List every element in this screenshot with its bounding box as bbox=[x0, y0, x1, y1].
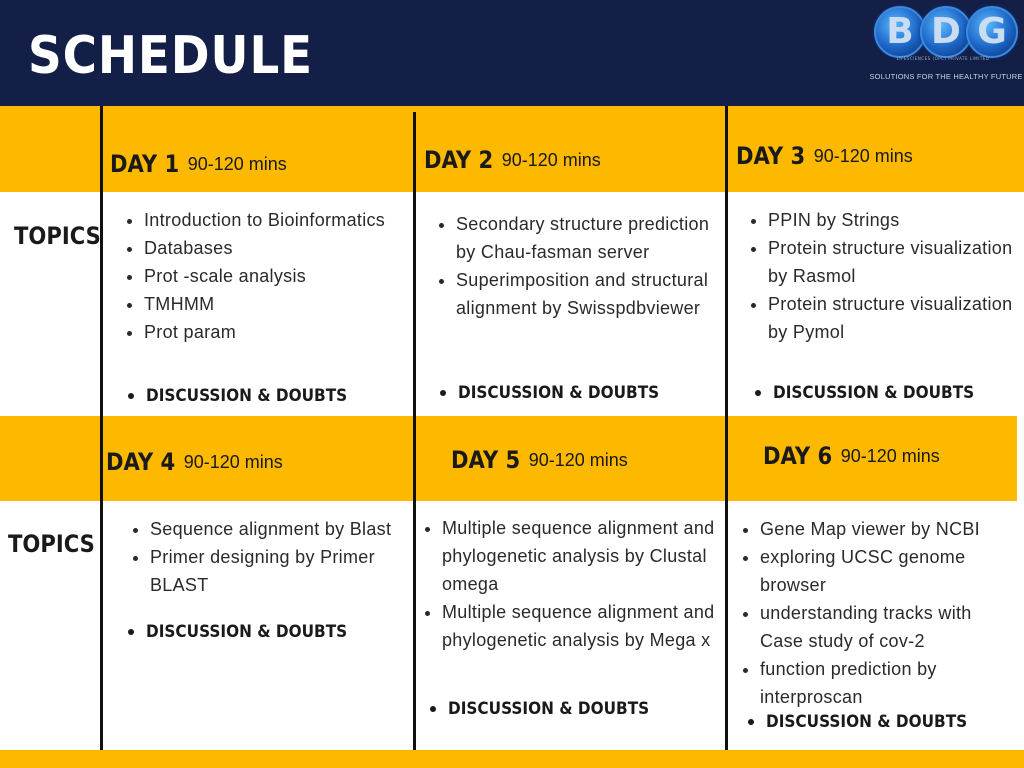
logo-letter-g: G bbox=[966, 6, 1018, 58]
day-2-topic: • Secondary structure prediction by Chau-fasman server bbox=[456, 210, 720, 266]
day-6-topic-list bbox=[760, 515, 1018, 711]
day-5-topic-list bbox=[442, 514, 720, 654]
bdg-logo bbox=[868, 2, 1024, 102]
day-4-topic: • Sequence alignment by Blast bbox=[150, 515, 408, 543]
discussion-label: DISCUSSION & DOUBTS bbox=[773, 383, 975, 403]
day-6-topic: • function prediction by interproscan bbox=[760, 655, 1018, 711]
day-6-label: DAY 6 bbox=[763, 442, 833, 470]
footer-band bbox=[0, 750, 1024, 768]
column-divider-3 bbox=[725, 106, 728, 750]
day-1-discussion bbox=[128, 386, 370, 406]
day-6-header bbox=[763, 442, 940, 470]
column-divider-2 bbox=[413, 112, 416, 750]
day-2-label: DAY 2 bbox=[424, 146, 494, 174]
day-1-label: DAY 1 bbox=[110, 150, 180, 178]
bullet-icon bbox=[128, 629, 134, 635]
day-2-topic: • Superimposition and structural alignment by Swisspdbviewer bbox=[456, 266, 720, 322]
day-1-topic-list bbox=[144, 206, 406, 346]
page-title: SCHEDULE bbox=[28, 26, 314, 86]
discussion-label: DISCUSSION & DOUBTS bbox=[458, 383, 660, 403]
day-3-label: DAY 3 bbox=[736, 142, 806, 170]
day-5-discussion bbox=[430, 699, 672, 719]
day-6-topic: • Gene Map viewer by NCBI bbox=[760, 515, 1018, 543]
logo-letter-b: B bbox=[874, 6, 926, 58]
day-6-discussion bbox=[748, 712, 990, 732]
bullet-icon bbox=[430, 706, 436, 712]
topics-label-row-1: TOPICS bbox=[14, 222, 101, 250]
day-5-label: DAY 5 bbox=[451, 446, 521, 474]
day-3-topic: • PPIN by Strings bbox=[768, 206, 1018, 234]
day-5-topic: • Multiple sequence alignment and phylogenetic analysis by Clustal omega bbox=[442, 514, 720, 598]
day-3-topic: • Protein structure visualization by Rasmol bbox=[768, 234, 1018, 290]
discussion-label: DISCUSSION & DOUBTS bbox=[448, 699, 650, 719]
topics-label-row-2: TOPICS bbox=[8, 530, 95, 558]
logo-subtitle: LIFESCIENCES (OPC) PRIVATE LIMITED bbox=[896, 56, 990, 61]
bullet-icon bbox=[755, 390, 761, 396]
day-4-discussion bbox=[128, 622, 370, 642]
bullet-icon bbox=[440, 390, 446, 396]
day-3-topic: • Protein structure visualization by Pymol bbox=[768, 290, 1018, 346]
day-4-header bbox=[106, 448, 283, 476]
logo-tagline: SOLUTIONS FOR THE HEALTHY FUTURE bbox=[869, 72, 1023, 81]
day-1-topic: • Prot -scale analysis bbox=[144, 262, 406, 290]
day-2-topic-list bbox=[456, 210, 720, 322]
day-4-duration: 90-120 mins bbox=[183, 451, 283, 472]
day-3-duration: 90-120 mins bbox=[813, 145, 913, 166]
day-2-header bbox=[424, 146, 601, 174]
day-1-topic: • Databases bbox=[144, 234, 406, 262]
bullet-icon bbox=[128, 393, 134, 399]
logo-letter-d: D bbox=[920, 6, 972, 58]
day-4-topic: • Primer designing by Primer BLAST bbox=[150, 543, 408, 599]
day-6-duration: 90-120 mins bbox=[840, 445, 940, 466]
day-5-topic: • Multiple sequence alignment and phylogenetic analysis by Mega x bbox=[442, 598, 720, 654]
discussion-label: DISCUSSION & DOUBTS bbox=[766, 712, 968, 732]
day-1-topic: • TMHMM bbox=[144, 290, 406, 318]
day-1-duration: 90-120 mins bbox=[187, 153, 287, 174]
day-2-discussion bbox=[440, 383, 682, 403]
day-5-header bbox=[451, 446, 628, 474]
day-6-topic: • understanding tracks with Case study of cov-2 bbox=[760, 599, 1018, 655]
bullet-icon bbox=[748, 719, 754, 725]
discussion-label: DISCUSSION & DOUBTS bbox=[146, 622, 348, 642]
day-4-topic-list bbox=[150, 515, 408, 599]
day-3-topic-list bbox=[768, 206, 1018, 346]
day-3-discussion bbox=[755, 383, 997, 403]
day-1-header bbox=[110, 150, 287, 178]
day-2-duration: 90-120 mins bbox=[501, 149, 601, 170]
header-bar bbox=[0, 0, 1024, 106]
day-4-label: DAY 4 bbox=[106, 448, 176, 476]
day-1-topic: • Prot param bbox=[144, 318, 406, 346]
discussion-label: DISCUSSION & DOUBTS bbox=[146, 386, 348, 406]
day-3-header bbox=[736, 142, 913, 170]
day-6-topic: • exploring UCSC genome browser bbox=[760, 543, 1018, 599]
column-divider-1 bbox=[100, 106, 103, 750]
day-1-topic: • Introduction to Bioinformatics bbox=[144, 206, 406, 234]
day-5-duration: 90-120 mins bbox=[528, 449, 628, 470]
